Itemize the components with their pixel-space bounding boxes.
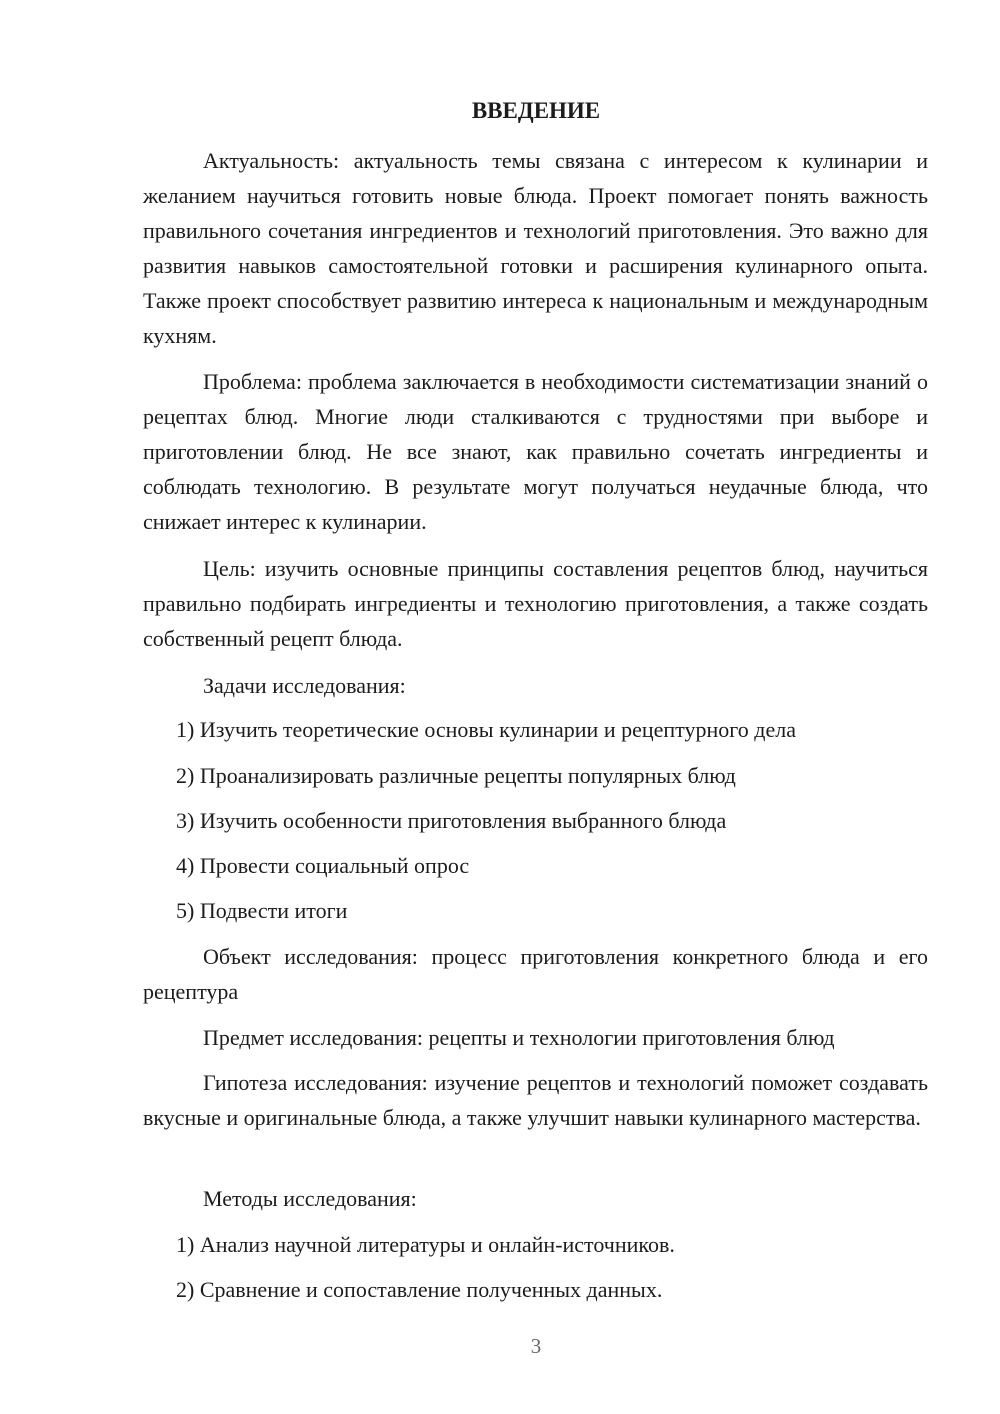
hypothesis-paragraph: Гипотеза исследования: изучение рецептов и технологий поможет создавать вкусные и оригинальные блюда, а также улучшит навыки кулинарного мастерства.	[143, 1070, 928, 1130]
page-number: 3	[530, 1334, 542, 1358]
task-item-3: 3) Изучить особенности приготовления выбранного блюда	[176, 808, 727, 833]
task-item-5: 5) Подвести итоги	[176, 898, 348, 923]
tasks-label: Задачи исследования:	[203, 673, 406, 698]
object-paragraph: Объект исследования: процесс приготовления конкретного блюда и его рецептура	[143, 944, 928, 1004]
methods-label: Методы исследования:	[203, 1186, 417, 1211]
task-item-1: 1) Изучить теоретические основы кулинарии и рецептурного дела	[176, 717, 796, 742]
method-item-2: 2) Сравнение и сопоставление полученных данных.	[176, 1277, 663, 1302]
task-item-2: 2) Проанализировать различные рецепты популярных блюд	[176, 763, 736, 788]
task-item-4: 4) Провести социальный опрос	[176, 853, 470, 878]
goal-paragraph: Цель: изучить основные принципы составления рецептов блюд, научиться правильно подбирать ингредиенты и технологию приготовления, а также создать собственный рецепт блюда.	[143, 556, 928, 651]
problem-paragraph: Проблема: проблема заключается в необходимости систематизации знаний о рецептах блюд. Многие люди сталкиваются с трудностями при выборе и приготовлении блюд. Не все знают, как правильно сочетать ингредиенты и соблюдать технологию. В результате могут получаться неудачные блюда, что снижает интерес к кулинарии.	[143, 369, 928, 534]
method-item-1: 1) Анализ научной литературы и онлайн-источников.	[176, 1232, 675, 1257]
subject-line: Предмет исследования: рецепты и технологии приготовления блюд	[203, 1025, 835, 1050]
page-title: ВВЕДЕНИЕ	[471, 98, 601, 123]
relevance-paragraph: Актуальность: актуальность темы связана с интересом к кулинарии и желанием научиться готовить новые блюда. Проект помогает понять важность правильного сочетания ингредиентов и технологий приготовления. Это важно для развития навыков самостоятельной готовки и расширения кулинарного опыта. Также проект способствует развитию интереса к национальным и международным кухням.	[143, 148, 928, 348]
